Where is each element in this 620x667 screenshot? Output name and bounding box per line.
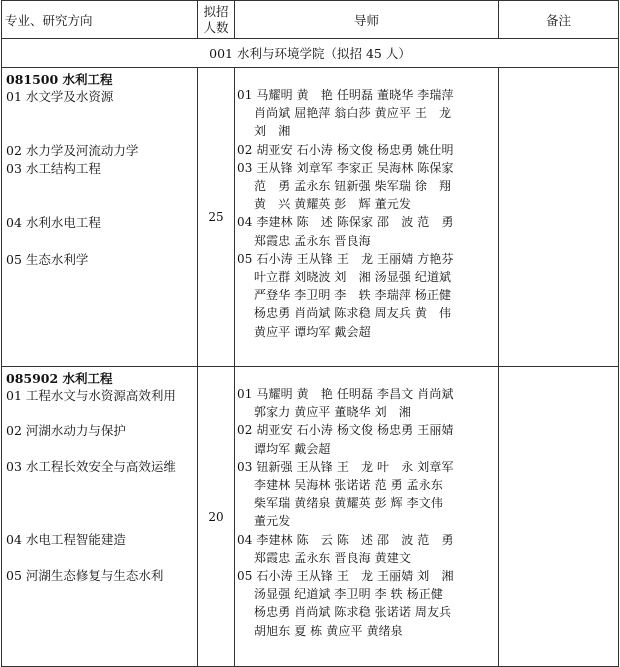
- tutor-line: 胡旭东 夏 栋 黄应平 黄绪泉: [254, 623, 403, 638]
- note-cell: [499, 367, 619, 667]
- direction-item: 03 水工程长效安全与高效运维: [6, 459, 176, 474]
- tutor-line: 董元发: [254, 514, 291, 529]
- header-tutor: 导师: [235, 1, 499, 39]
- tutor-line: 黄应平 谭均军 戴会超: [254, 324, 371, 339]
- tutor-line: 郑霞忠 孟永东 晋良海: [254, 233, 371, 248]
- tutor-line: 05 石小涛 王从锋 王 龙 王丽婧 方艳芬: [237, 251, 454, 266]
- college-title: 001 水利与环境学院（拟招 45 人）: [2, 39, 619, 68]
- program-directions: [2, 367, 198, 667]
- tutor-line: 汤显强 纪道斌 李卫明 李 轶 杨正健: [254, 587, 443, 602]
- table-row: [2, 367, 619, 667]
- tutor-line: 03 钮新强 王从锋 王 龙 叶 永 刘章军: [237, 459, 454, 474]
- enrollment-count: 20: [198, 367, 235, 667]
- header-count-line1: 拟招: [203, 3, 229, 19]
- tutor-line: 杨忠勇 肖尚斌 陈求稳 周友兵 黄 伟: [254, 306, 452, 321]
- tutor-line: 严登华 李卫明 李 轶 李瑞萍 杨正健: [254, 288, 452, 303]
- note-cell: [499, 68, 619, 367]
- direction-item: 05 生态水利学: [6, 252, 89, 267]
- tutor-line: 柴军瑞 黄绪泉 黄耀英 彭 辉 李文伟: [254, 496, 443, 511]
- major-code-name: 085902 水利工程: [6, 371, 113, 386]
- tutor-line: 李建林 吴海林 张诺诺 范 勇 孟永东: [254, 478, 443, 493]
- header-count-line2: 人数: [203, 19, 229, 35]
- tutor-line: 02 胡亚安 石小涛 杨文俊 杨忠勇 姚仕明: [237, 142, 454, 157]
- tutor-line: 02 胡亚安 石小涛 杨文俊 杨忠勇 王丽婧: [237, 423, 454, 438]
- tutor-line: 01 马耀明 黄 艳 任明磊 李昌文 肖尚斌: [237, 387, 454, 401]
- tutor-line: 04 李建林 陈 云 陈 述 邵 波 范 勇: [237, 532, 454, 547]
- header-count: [198, 1, 235, 39]
- tutor-line: 叶立群 刘晓波 刘 湘 汤显强 纪道斌: [254, 270, 452, 285]
- table-row: [2, 68, 619, 367]
- tutor-line: 03 王从锋 刘章军 李家正 吴海林 陈保家: [237, 160, 454, 175]
- program-directions: [2, 68, 198, 367]
- direction-item: 02 水力学及河流动力学: [6, 143, 139, 158]
- tutor-line: 谭均军 戴会超: [254, 441, 331, 456]
- direction-item: 03 水工结构工程: [6, 161, 101, 176]
- tutor-line: 01 马耀明 黄 艳 任明磊 董晓华 李瑞萍: [237, 88, 454, 102]
- direction-item: 04 水电工程智能建造: [6, 532, 126, 547]
- tutor-line: 肖尚斌 屈艳萍 翁白莎 黄应平 王 龙: [254, 106, 452, 121]
- tutor-list: [235, 68, 499, 367]
- header-note: 备注: [499, 1, 619, 39]
- tutor-line: 04 李建林 陈 述 陈保家 邵 波 范 勇: [237, 215, 454, 230]
- direction-item: 04 水利水电工程: [6, 215, 101, 230]
- tutor-line: 杨忠勇 肖尚斌 陈求稳 张诺诺 周友兵: [254, 605, 452, 620]
- college-row: [2, 39, 619, 68]
- header-major: 专业、研究方向: [2, 1, 198, 39]
- direction-item: 01 水文学及水资源: [6, 89, 114, 104]
- enrollment-count: 25: [198, 68, 235, 367]
- tutor-line: 05 石小涛 王从锋 王 龙 王丽婧 刘 湘: [237, 569, 454, 584]
- tutor-line: 黄 兴 黄耀英 彭 辉 董元发: [254, 197, 411, 212]
- tutor-line: 郑霞忠 孟永东 晋良海 黄建文: [254, 550, 411, 565]
- direction-item: 05 河湖生态修复与生态水利: [6, 568, 164, 583]
- admission-table: [1, 0, 619, 667]
- tutor-line: 郭家力 黄应平 董晓华 刘 湘: [254, 405, 411, 420]
- table-header-row: [2, 1, 619, 39]
- tutor-line: 范 勇 孟永东 钮新强 柴军瑞 徐 翔: [254, 179, 452, 194]
- direction-item: 02 河湖水动力与保护: [6, 423, 126, 438]
- tutor-list: [235, 367, 499, 667]
- direction-item: 01 工程水文与水资源高效利用: [6, 388, 176, 403]
- major-code-name: 081500 水利工程: [6, 72, 113, 87]
- tutor-line: 刘 湘: [254, 124, 291, 139]
